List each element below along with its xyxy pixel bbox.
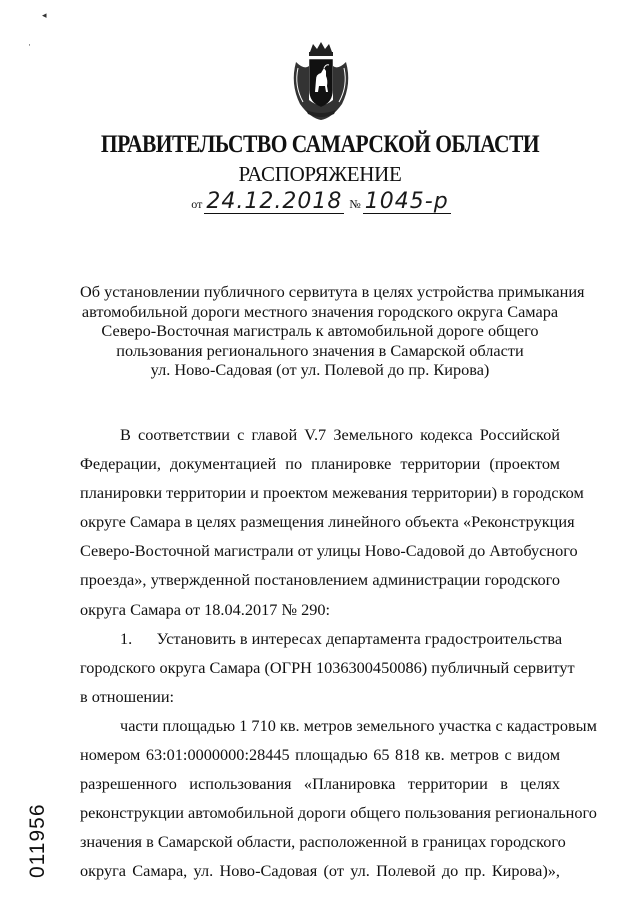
body-line: разрешенного использования «Планировка территории в целях [80,774,560,794]
body-line: округа Самара, ул. Ново-Садовая (от ул. Полевой до пр. Кирова)», [80,861,560,881]
handwritten-date: 24.12.2018 [206,189,343,214]
document-subject [80,282,585,380]
number-prefix: № [349,197,361,211]
body-line: В соответствии с главой V.7 Земельного кодекса Российской [120,425,560,444]
body-line: городского округа Самара (ОГРН 1036300450086) публичный сервитут [80,657,575,677]
body-line: Северо-Восточной магистрали от улицы Ново-Садовой до Автобусного [80,541,578,561]
date-number-line [0,191,640,214]
date-prefix: от [191,197,203,211]
stamp-number-wrapper [26,800,50,878]
organization-title: ПРАВИТЕЛЬСТВО САМАРСКОЙ ОБЛАСТИ [100,131,540,158]
body-line: округе Самара в целях размещения линейного объекта «Реконструкция [80,512,575,532]
body-line: реконструкции автомобильной дороги общего пользования регионального [80,803,597,823]
body-line: номером 63:01:0000000:28445 площадью 65 818 кв. метров с видом [80,745,560,765]
body-line: Федерации, документацией по планировке территории (проектом [80,454,560,474]
coat-of-arms-icon [286,40,356,122]
body-line: в отношении: [80,686,175,706]
scan-mark: · [28,40,31,50]
subject-line: пользования регионального значения в Самарской области [116,340,524,360]
body-line: округа Самара от 18.04.2017 № 290: [80,599,331,619]
body-line: значения в Самарской области, расположенной в границах городского [80,832,566,852]
body-line: части площадью 1 710 кв. метров земельного участка с кадастровым [120,715,597,735]
subject-line: Северо-Восточная магистраль к автомобильной дороге общего [101,321,539,340]
body-line: проезда», утвержденной постановлением администрации городского [80,570,560,590]
subject-line: автомобильной дороги местного значения городского округа Самара [81,301,559,321]
body-line: планировки территории и проектом межевания территории) в городском [80,483,584,503]
subject-line: ул. Ново-Садовая (от ул. Полевой до пр. Кирова) [150,360,490,379]
document-type: РАСПОРЯЖЕНИЕ [238,162,402,186]
stamp-number: 011956 [26,803,49,878]
scan-mark: ◂ [42,10,47,20]
numbered-paragraph-line: 1. Установить в интересах департамента градостроительства [120,628,563,648]
subject-line: Об установлении публичного сервитута в целях устройства примыкания [80,282,585,301]
handwritten-number: 1045-р [364,189,449,214]
document-body [80,420,597,886]
